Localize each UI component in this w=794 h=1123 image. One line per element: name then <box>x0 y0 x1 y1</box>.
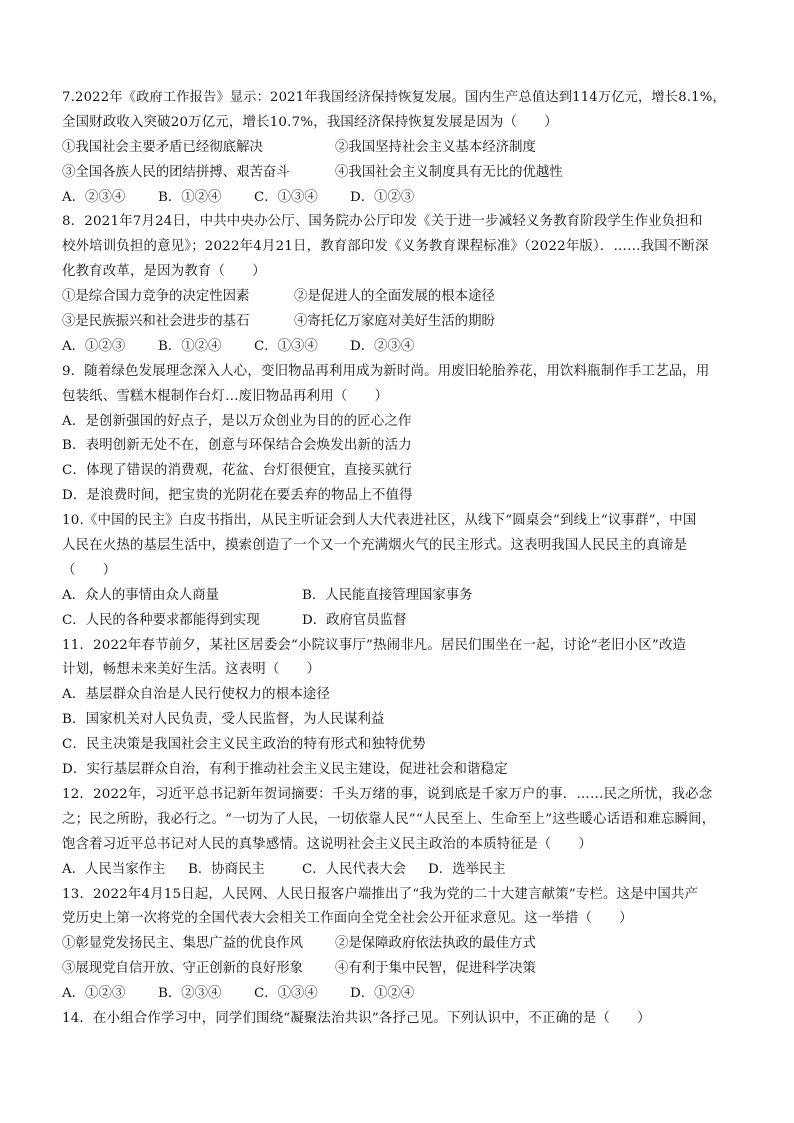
options-row <box>62 335 734 360</box>
question-text: 11．2022年春节前夕，某社区居委会“小院议事厅”热闹非凡。居民们围坐在一起，讨论“老旧小区”改造 <box>62 637 687 653</box>
option-c: C．①③④ <box>254 338 318 354</box>
statement-row <box>62 932 734 957</box>
statement-row <box>62 310 734 335</box>
option-b: B．协商民主 <box>188 861 265 877</box>
question-text: 饱含着习近平总书记对人民的真挚感情。这说明社会主义民主政治的本质特征是（ ） <box>62 836 593 852</box>
choice-b: B．国家机关对人民负责，受人民监督，为人民谋利益 <box>62 712 385 728</box>
statement: ③是民族振兴和社会进步的基石 <box>62 314 250 330</box>
statement: ②是保障政府依法执政的最佳方式 <box>335 936 536 952</box>
option-b: B．②③④ <box>158 986 222 1002</box>
question-text: 8．2021年7月24日，中共中央办公厅、国务院办公厅印发《关于进一步减轻义务教育阶段学生作业负担和 <box>62 214 703 230</box>
statement: ④寄托亿万家庭对美好生活的期盼 <box>294 314 495 330</box>
question-text: 14．在小组合作学习中，同学们围绕“凝聚法治共识”各抒己见。下列认识中，不正确的是（ ） <box>62 1010 651 1026</box>
option-d: D．①②③ <box>350 189 415 205</box>
question-text: 7.2022年《政府工作报告》显示：2021年我国经济保持恢复发展。国内生产总值达到114万亿元，增长8.1%， <box>62 90 726 105</box>
option-d: D．选举民主 <box>428 861 506 877</box>
question-13 <box>62 883 734 1007</box>
question-text: 党历史上第一次将党的全国代表大会相关工作面向全党全社会公开征求意见。这一举措（ ） <box>62 911 633 927</box>
statement: ①我国社会主要矛盾已经彻底解决 <box>62 139 263 155</box>
question-14 <box>62 1007 734 1032</box>
option-c: C．人民代表大会 <box>302 861 406 877</box>
option-d: D．②③④ <box>350 338 415 354</box>
choice-d: D．是浪费时间，把宝贵的光阴花在要丢弃的物品上不值得 <box>62 488 413 504</box>
exam-page <box>62 86 734 1032</box>
question-text: 校外培训负担的意见》；2022年4月21日，教育部印发《义务教育课程标准》（2022年版）．……我国不断深 <box>62 239 709 255</box>
statement: ④我国社会主义制度具有无比的优越性 <box>335 164 563 180</box>
option-c: C．①③④ <box>254 986 318 1002</box>
choice-a: A．是创新强国的好点子，是以万众创业为目的的匠心之作 <box>62 413 412 429</box>
question-text: 12．2022年，习近平总书记新年贺词摘要：千头万绪的事，说到底是千家万户的事．……民之所忧，我必念 <box>62 786 713 802</box>
choice-b: B．表明创新无处不在，创意与环保结合会焕发出新的活力 <box>62 438 412 454</box>
option-a: A．①②③ <box>62 986 126 1002</box>
option-b: B．人民能直接管理国家事务 <box>302 587 473 603</box>
choice-a: A．基层群众自治是人民行使权力的根本途径 <box>62 687 331 703</box>
question-11 <box>62 634 734 783</box>
question-8 <box>62 210 734 359</box>
option-c: C．人民的各种要求都能得到实现 <box>62 612 260 628</box>
statement: ④有利于集中民智，促进科学决策 <box>335 961 536 977</box>
option-a: A．人民当家作主 <box>62 861 166 877</box>
question-text: 全国财政收入突破20万亿元，增长10.7%，我国经济保持恢复发展是因为（ ） <box>62 114 558 130</box>
choice-c: C．民主决策是我国社会主义民主政治的特有形式和独特优势 <box>62 737 426 753</box>
question-text: 计划，畅想未来美好生活。这表明（ ） <box>62 662 321 678</box>
options-row <box>62 982 734 1007</box>
question-9 <box>62 360 734 509</box>
question-text: 之；民之所盼，我必行之。“一切为了人民，一切依靠人民”“人民至上、生命至上”这些暖心话语和难忘瞬间， <box>62 811 716 827</box>
choice-d: D．实行基层群众自治，有利于推动社会主义民主建设，促进社会和谐稳定 <box>62 762 508 778</box>
options-row <box>62 609 734 634</box>
question-text: 10.《中国的民主》白皮书指出，从民主听证会到人大代表进社区，从线下“圆桌会”到线上“议事群”，中国 <box>62 513 697 529</box>
statement: ③展现党自信开放、守正创新的良好形象 <box>62 961 304 977</box>
question-text: 化教育改革，是因为教育（ ） <box>62 264 266 280</box>
statement: ②是促进人的全面发展的根本途径 <box>294 289 495 305</box>
question-text: 包装纸、雪糕木棍制作台灯…废旧物品再利用（ ） <box>62 388 389 404</box>
statement: ①是综合国力竞争的决定性因素 <box>62 289 250 305</box>
choice-c: C．体现了错误的消费观，花盆、台灯很便宜，直接买就行 <box>62 463 413 479</box>
statement-row <box>62 136 734 161</box>
option-a: A．众人的事情由众人商量 <box>62 587 219 603</box>
question-text: 13．2022年4月15日起，人民网、人民日报客户端推出了“我为党的二十大建言献策”专栏。这是中国共产 <box>62 886 699 902</box>
options-row <box>62 858 734 883</box>
statement: ①彰显党发扬民主、集思广益的优良作风 <box>62 936 304 952</box>
option-a: A．①②③ <box>62 338 126 354</box>
option-c: C．①③④ <box>254 189 318 205</box>
question-10 <box>62 509 734 633</box>
option-d: D．①②④ <box>350 986 415 1002</box>
question-text: 人民在火热的基层生活中，摸索创造了一个又一个充满烟火气的民主形式。这表明我国人民民主的真谛是 <box>62 538 688 554</box>
question-12 <box>62 783 734 883</box>
options-row <box>62 584 734 609</box>
statement-row <box>62 957 734 982</box>
question-text: （ ） <box>62 562 117 578</box>
statement-row <box>62 285 734 310</box>
statement: ②我国坚持社会主义基本经济制度 <box>335 139 536 155</box>
statement: ③全国各族人民的团结拼搏、艰苦奋斗 <box>62 164 290 180</box>
option-a: A．②③④ <box>62 189 126 205</box>
option-d: D．政府官员监督 <box>302 612 407 628</box>
options-row <box>62 186 734 211</box>
question-text: 9．随着绿色发展理念深入人心，变旧物品再利用成为新时尚。用废旧轮胎养花，用饮料瓶制作手工艺品，用 <box>62 363 710 379</box>
option-b: B．①②④ <box>158 189 222 205</box>
statement-row <box>62 161 734 186</box>
question-7 <box>62 86 734 210</box>
option-b: B．①②④ <box>158 338 222 354</box>
